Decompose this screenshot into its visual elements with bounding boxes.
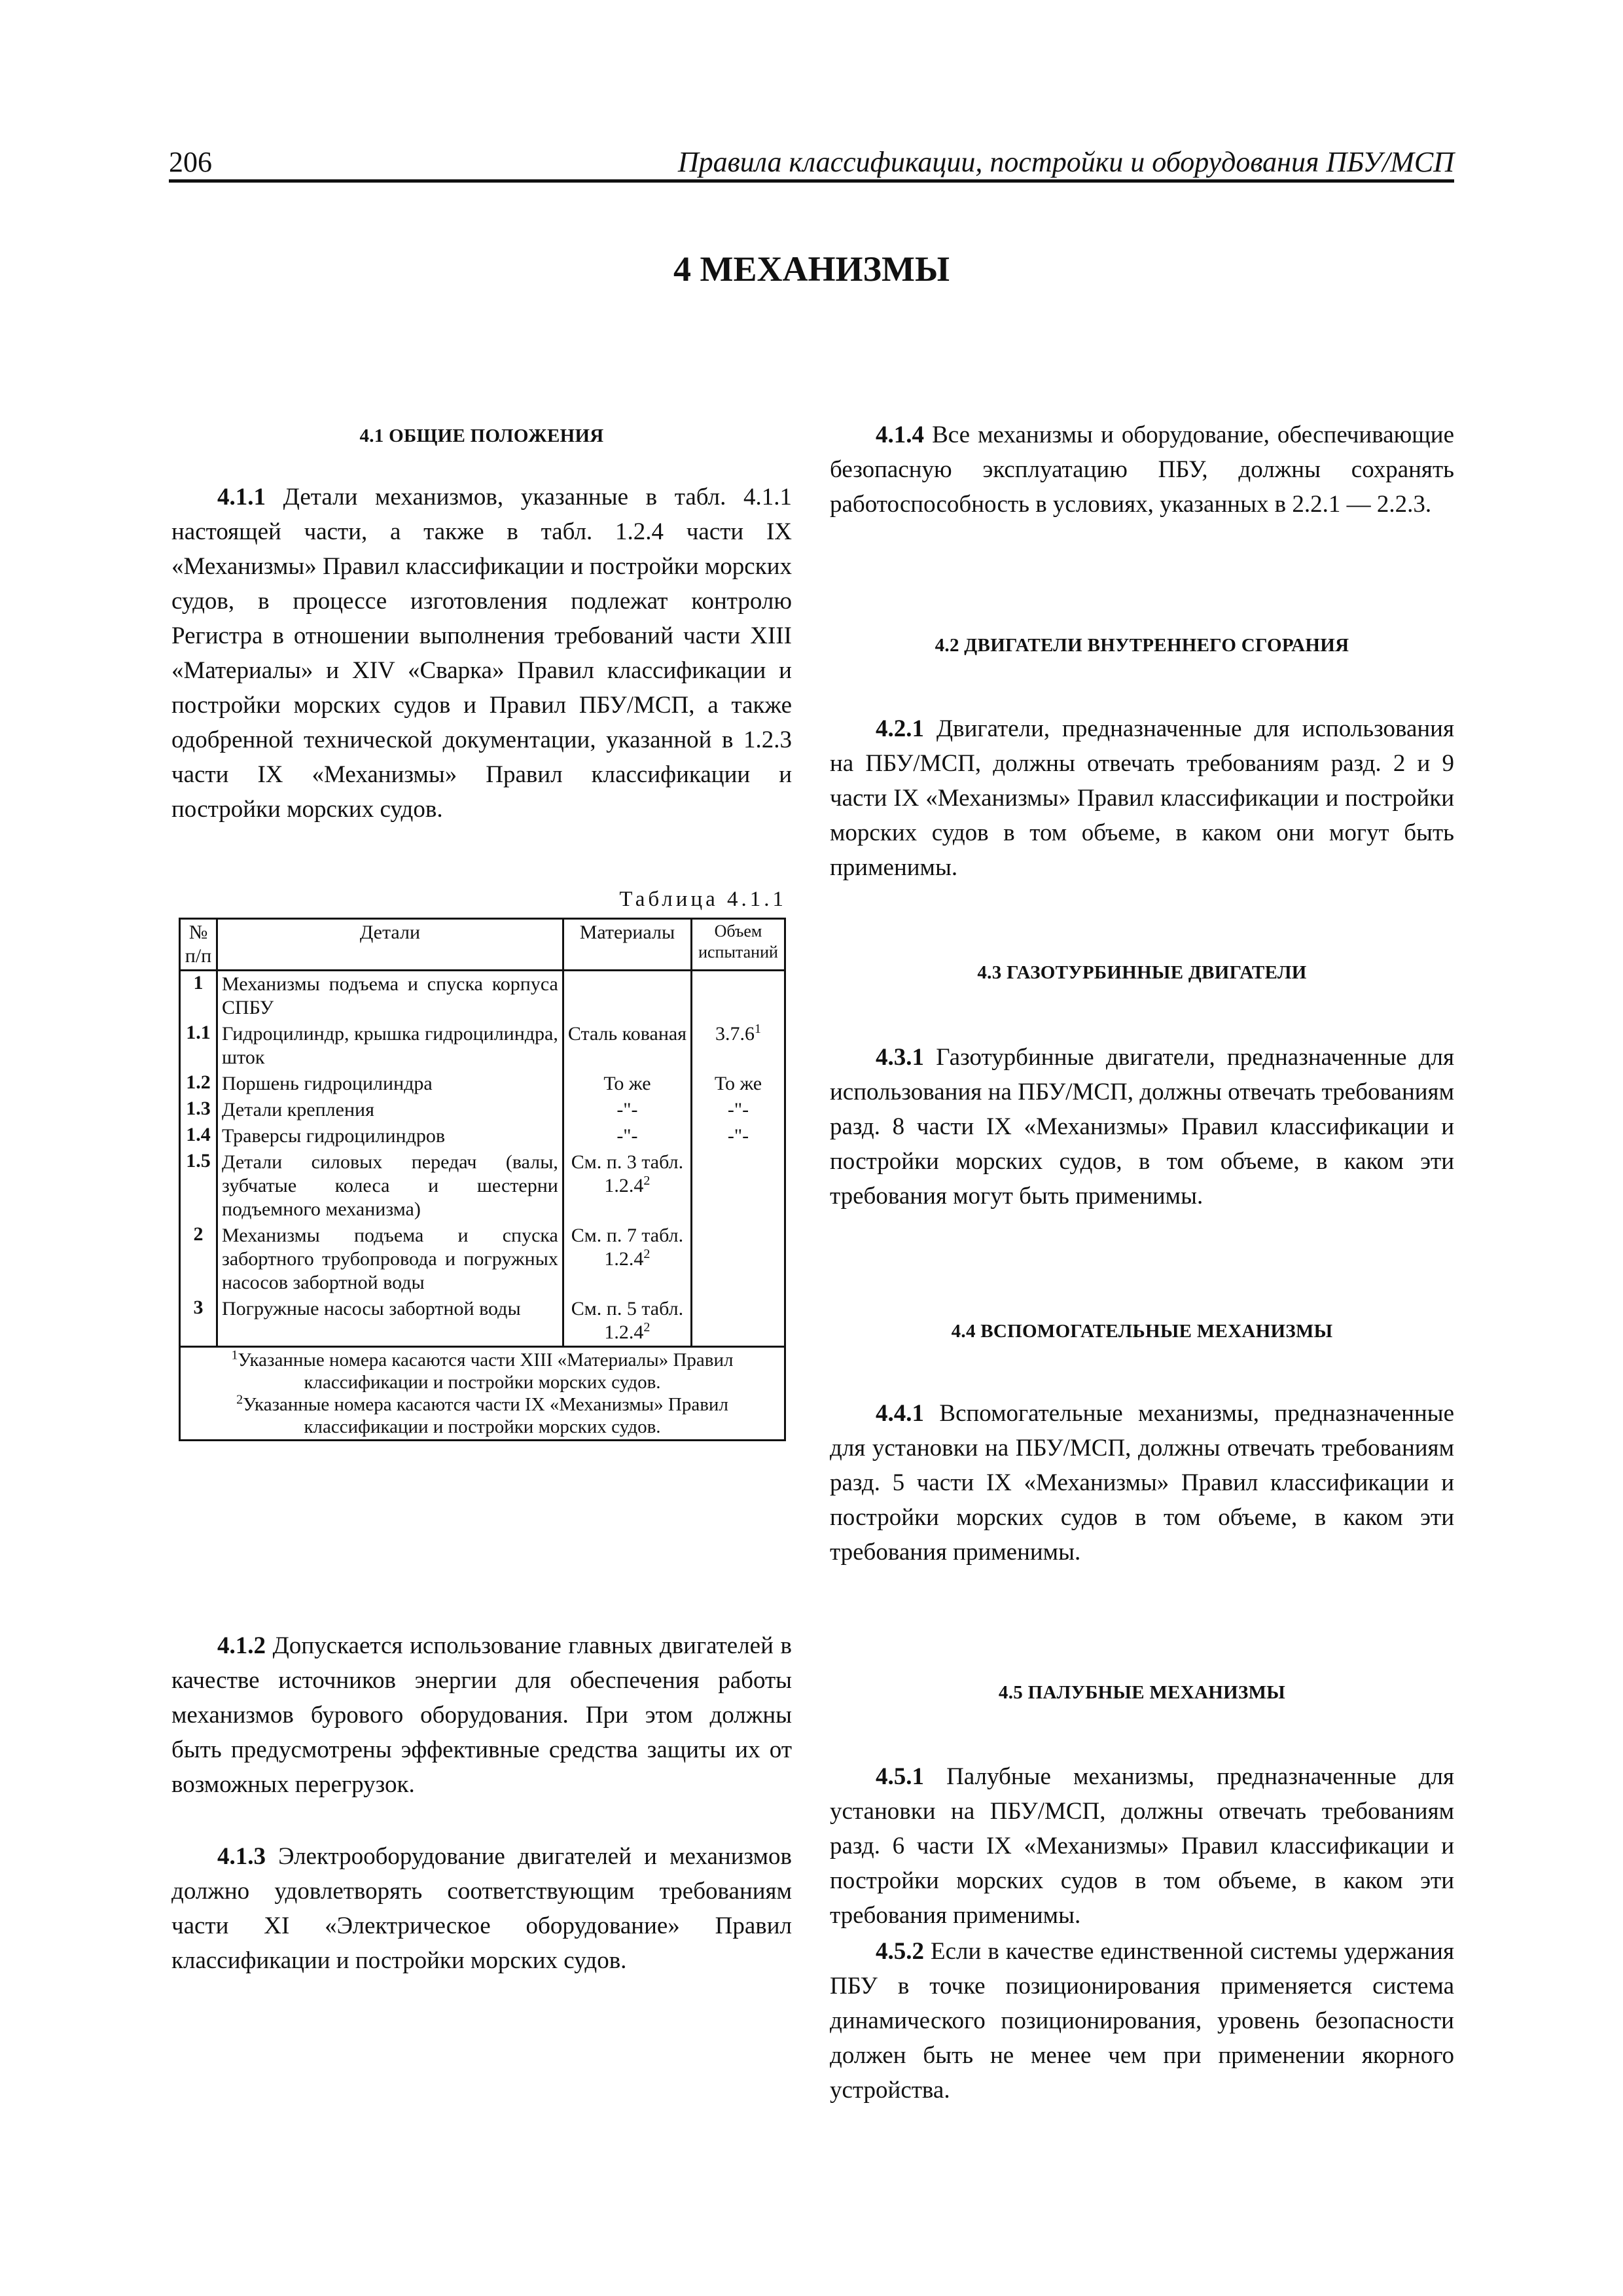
cell-volume bbox=[692, 1021, 785, 1071]
paragraph-number: 4.5.1 bbox=[876, 1763, 924, 1790]
cell-volume: То же bbox=[692, 1071, 785, 1097]
table-row bbox=[180, 1097, 785, 1123]
cell-material: Сталь кованая bbox=[563, 1021, 691, 1071]
paragraph-number: 4.1.3 bbox=[217, 1843, 266, 1870]
header-rule bbox=[169, 179, 1454, 183]
paragraph-text: Допускается использование главных двигателей в качестве источников энергии для обеспечения работы механизмов бурового оборудования. При этом должны быть предусмотрены эффективные средства защиты их от возможных перегрузок. bbox=[171, 1632, 792, 1798]
paragraph-4-3-1 bbox=[830, 1040, 1454, 1213]
paragraph-4-2-1 bbox=[830, 711, 1454, 885]
paragraph-number: 4.1.2 bbox=[217, 1632, 266, 1659]
cell-num: 3 bbox=[180, 1296, 217, 1347]
paragraph-text: Палубные механизмы, предназначенные для установки на ПБУ/МСП, должны отвечать требованиям разд. 6 части IX «Механизмы» Правил классификации и постройки морских судов в том объеме, в каком эти требования применимы. bbox=[830, 1763, 1454, 1929]
table-row bbox=[180, 1071, 785, 1097]
footnote-mark: 2 bbox=[643, 1174, 651, 1188]
cell-details: Механизмы подъема и спуска забортного трубопровода и погружных насосов забортной воды bbox=[217, 1223, 563, 1296]
section-heading-4-1: 4.1 ОБЩИЕ ПОЛОЖЕНИЯ bbox=[359, 425, 604, 446]
table-footnotes bbox=[180, 1347, 785, 1441]
material-ref: См. п. 5 табл. 1.2.4 bbox=[571, 1298, 684, 1343]
section-heading-4-2: 4.2 ДВИГАТЕЛИ ВНУТРЕННЕГО СГОРАНИЯ bbox=[935, 635, 1349, 656]
table-row bbox=[180, 1296, 785, 1347]
cell-num: 1.2 bbox=[180, 1071, 217, 1097]
cell-volume bbox=[692, 971, 785, 1022]
cell-num: 1.4 bbox=[180, 1123, 217, 1149]
paragraph-number: 4.2.1 bbox=[876, 715, 924, 742]
paragraph-text: Электрооборудование двигателей и механизмов должно удовлетворять соответствующим требованиям части XI «Электрическое оборудование» Правил классификации и постройки морских судов. bbox=[171, 1843, 792, 1974]
cell-num: 1 bbox=[180, 971, 217, 1022]
cell-details: Поршень гидроцилиндра bbox=[217, 1071, 563, 1097]
cell-details: Гидроцилиндр, крышка гидроцилиндра, шток bbox=[217, 1021, 563, 1071]
running-title: Правила классификации, постройки и оборудования ПБУ/МСП bbox=[677, 146, 1454, 178]
volume-ref: 3.7.6 bbox=[715, 1023, 755, 1045]
section-heading-4-4: 4.4 ВСПОМОГАТЕЛЬНЫЕ МЕХАНИЗМЫ bbox=[951, 1321, 1333, 1342]
material-ref: См. п. 7 табл. 1.2.4 bbox=[571, 1225, 684, 1270]
cell-material bbox=[563, 1149, 691, 1223]
paragraph-text: Газотурбинные двигатели, предназначенные для использования на ПБУ/МСП, должны отвечать требованиям разд. 8 части IX «Механизмы» Правил классификации и постройки морских судов, в том объеме, в каком эти требования могут быть применимы. bbox=[830, 1044, 1454, 1210]
footnote-mark: 1 bbox=[755, 1022, 761, 1036]
table-row bbox=[180, 1223, 785, 1296]
paragraph-4-1-4 bbox=[830, 418, 1454, 522]
paragraph-number: 4.1.4 bbox=[876, 422, 924, 448]
paragraph-4-5-2 bbox=[830, 1934, 1454, 2108]
paragraph-number: 4.1.1 bbox=[217, 484, 266, 511]
paragraph-4-1-3 bbox=[171, 1839, 792, 1978]
paragraph-text: Вспомогательные механизмы, предназначенные для установки на ПБУ/МСП, должны отвечать требованиям разд. 5 части IX «Механизмы» Правил классификации и постройки морских судов в том объеме, в каком эти требования применимы. bbox=[830, 1400, 1454, 1566]
cell-num: 1.3 bbox=[180, 1097, 217, 1123]
cell-details: Погружные насосы забортной воды bbox=[217, 1296, 563, 1347]
footnote-text: Указанные номера касаются части XIII «Материалы» Правил классификации и постройки морских судов. bbox=[238, 1350, 734, 1393]
col-header-details: Детали bbox=[217, 919, 563, 971]
footnote-mark: 1 bbox=[231, 1348, 238, 1363]
table-row bbox=[180, 1123, 785, 1149]
table-row bbox=[180, 971, 785, 1022]
col-header-materials: Материалы bbox=[563, 919, 691, 971]
paragraph-text: Детали механизмов, указанные в табл. 4.1.1 настоящей части, а также в табл. 1.2.4 части IX «Механизмы» Правил классификации и постройки морских судов, в процессе изготовления подлежат контролю Регистра в отношении выполнения требований части XIII «Материалы» и XIV «Сварка» Правил классификации и постройки морских судов и Правил ПБУ/МСП, а также одобренной технической документации, указанной в 1.2.3 части IX «Механизмы» Правил классификации и постройки морских судов. bbox=[171, 484, 792, 823]
cell-material: То же bbox=[563, 1071, 691, 1097]
footnote-mark: 2 bbox=[643, 1320, 651, 1335]
section-heading-4-3: 4.3 ГАЗОТУРБИННЫЕ ДВИГАТЕЛИ bbox=[977, 962, 1307, 983]
table-row bbox=[180, 1149, 785, 1223]
footnote-1 bbox=[185, 1349, 780, 1393]
cell-details: Траверсы гидроцилиндров bbox=[217, 1123, 563, 1149]
footnote-2 bbox=[185, 1393, 780, 1438]
paragraph-4-5-1 bbox=[830, 1759, 1454, 1933]
chapter-title: 4 МЕХАНИЗМЫ bbox=[673, 249, 950, 289]
col-header-volume: Объем испытаний bbox=[692, 919, 785, 971]
cell-num: 1.5 bbox=[180, 1149, 217, 1223]
paragraph-4-1-2 bbox=[171, 1628, 792, 1802]
cell-volume bbox=[692, 1149, 785, 1223]
footnote-cell bbox=[180, 1347, 785, 1441]
footnote-text: Указанные номера касаются части IX «Механизмы» Правил классификации и постройки морских судов. bbox=[243, 1394, 728, 1437]
cell-volume bbox=[692, 1223, 785, 1296]
paragraph-number: 4.4.1 bbox=[876, 1400, 924, 1427]
paragraph-text: Все механизмы и оборудование, обеспечивающие безопасную эксплуатацию ПБУ, должны сохранять работоспособность в условиях, указанных в 2.2.1 — 2.2.3. bbox=[830, 422, 1454, 518]
table-caption: Таблица 4.1.1 bbox=[619, 888, 787, 911]
cell-material bbox=[563, 1296, 691, 1347]
paragraph-number: 4.3.1 bbox=[876, 1044, 924, 1071]
paragraph-text: Если в качестве единственной системы удержания ПБУ в точке позиционирования применяется система динамического позиционирования, уровень безопасности должен быть не менее чем при применении якорного устройства. bbox=[830, 1938, 1454, 2104]
material-ref: См. п. 3 табл. 1.2.4 bbox=[571, 1151, 684, 1196]
table-row bbox=[180, 1021, 785, 1071]
cell-details: Детали силовых передач (валы, зубчатые колеса и шестерни подъемного механизма) bbox=[217, 1149, 563, 1223]
page-number: 206 bbox=[169, 146, 212, 178]
cell-details: Детали крепления bbox=[217, 1097, 563, 1123]
paragraph-4-4-1 bbox=[830, 1396, 1454, 1570]
cell-material bbox=[563, 971, 691, 1022]
cell-volume: -"- bbox=[692, 1123, 785, 1149]
cell-material: -"- bbox=[563, 1097, 691, 1123]
cell-material bbox=[563, 1223, 691, 1296]
cell-volume bbox=[692, 1296, 785, 1347]
cell-num: 1.1 bbox=[180, 1021, 217, 1071]
cell-volume: -"- bbox=[692, 1097, 785, 1123]
footnote-mark: 2 bbox=[643, 1247, 651, 1261]
cell-num: 2 bbox=[180, 1223, 217, 1296]
col-header-num: № п/п bbox=[180, 919, 217, 971]
table-4-1-1 bbox=[179, 918, 786, 1441]
cell-material: -"- bbox=[563, 1123, 691, 1149]
paragraph-number: 4.5.2 bbox=[876, 1938, 924, 1965]
cell-details: Механизмы подъема и спуска корпуса СПБУ bbox=[217, 971, 563, 1022]
footnote-mark: 2 bbox=[236, 1392, 243, 1407]
paragraph-4-1-1 bbox=[171, 480, 792, 827]
section-heading-4-5: 4.5 ПАЛУБНЫЕ МЕХАНИЗМЫ bbox=[998, 1682, 1286, 1703]
paragraph-text: Двигатели, предназначенные для использования на ПБУ/МСП, должны отвечать требованиям разд. 2 и 9 части IX «Механизмы» Правил классификации и постройки морских судов в том объеме, в каком они могут быть применимы. bbox=[830, 715, 1454, 881]
